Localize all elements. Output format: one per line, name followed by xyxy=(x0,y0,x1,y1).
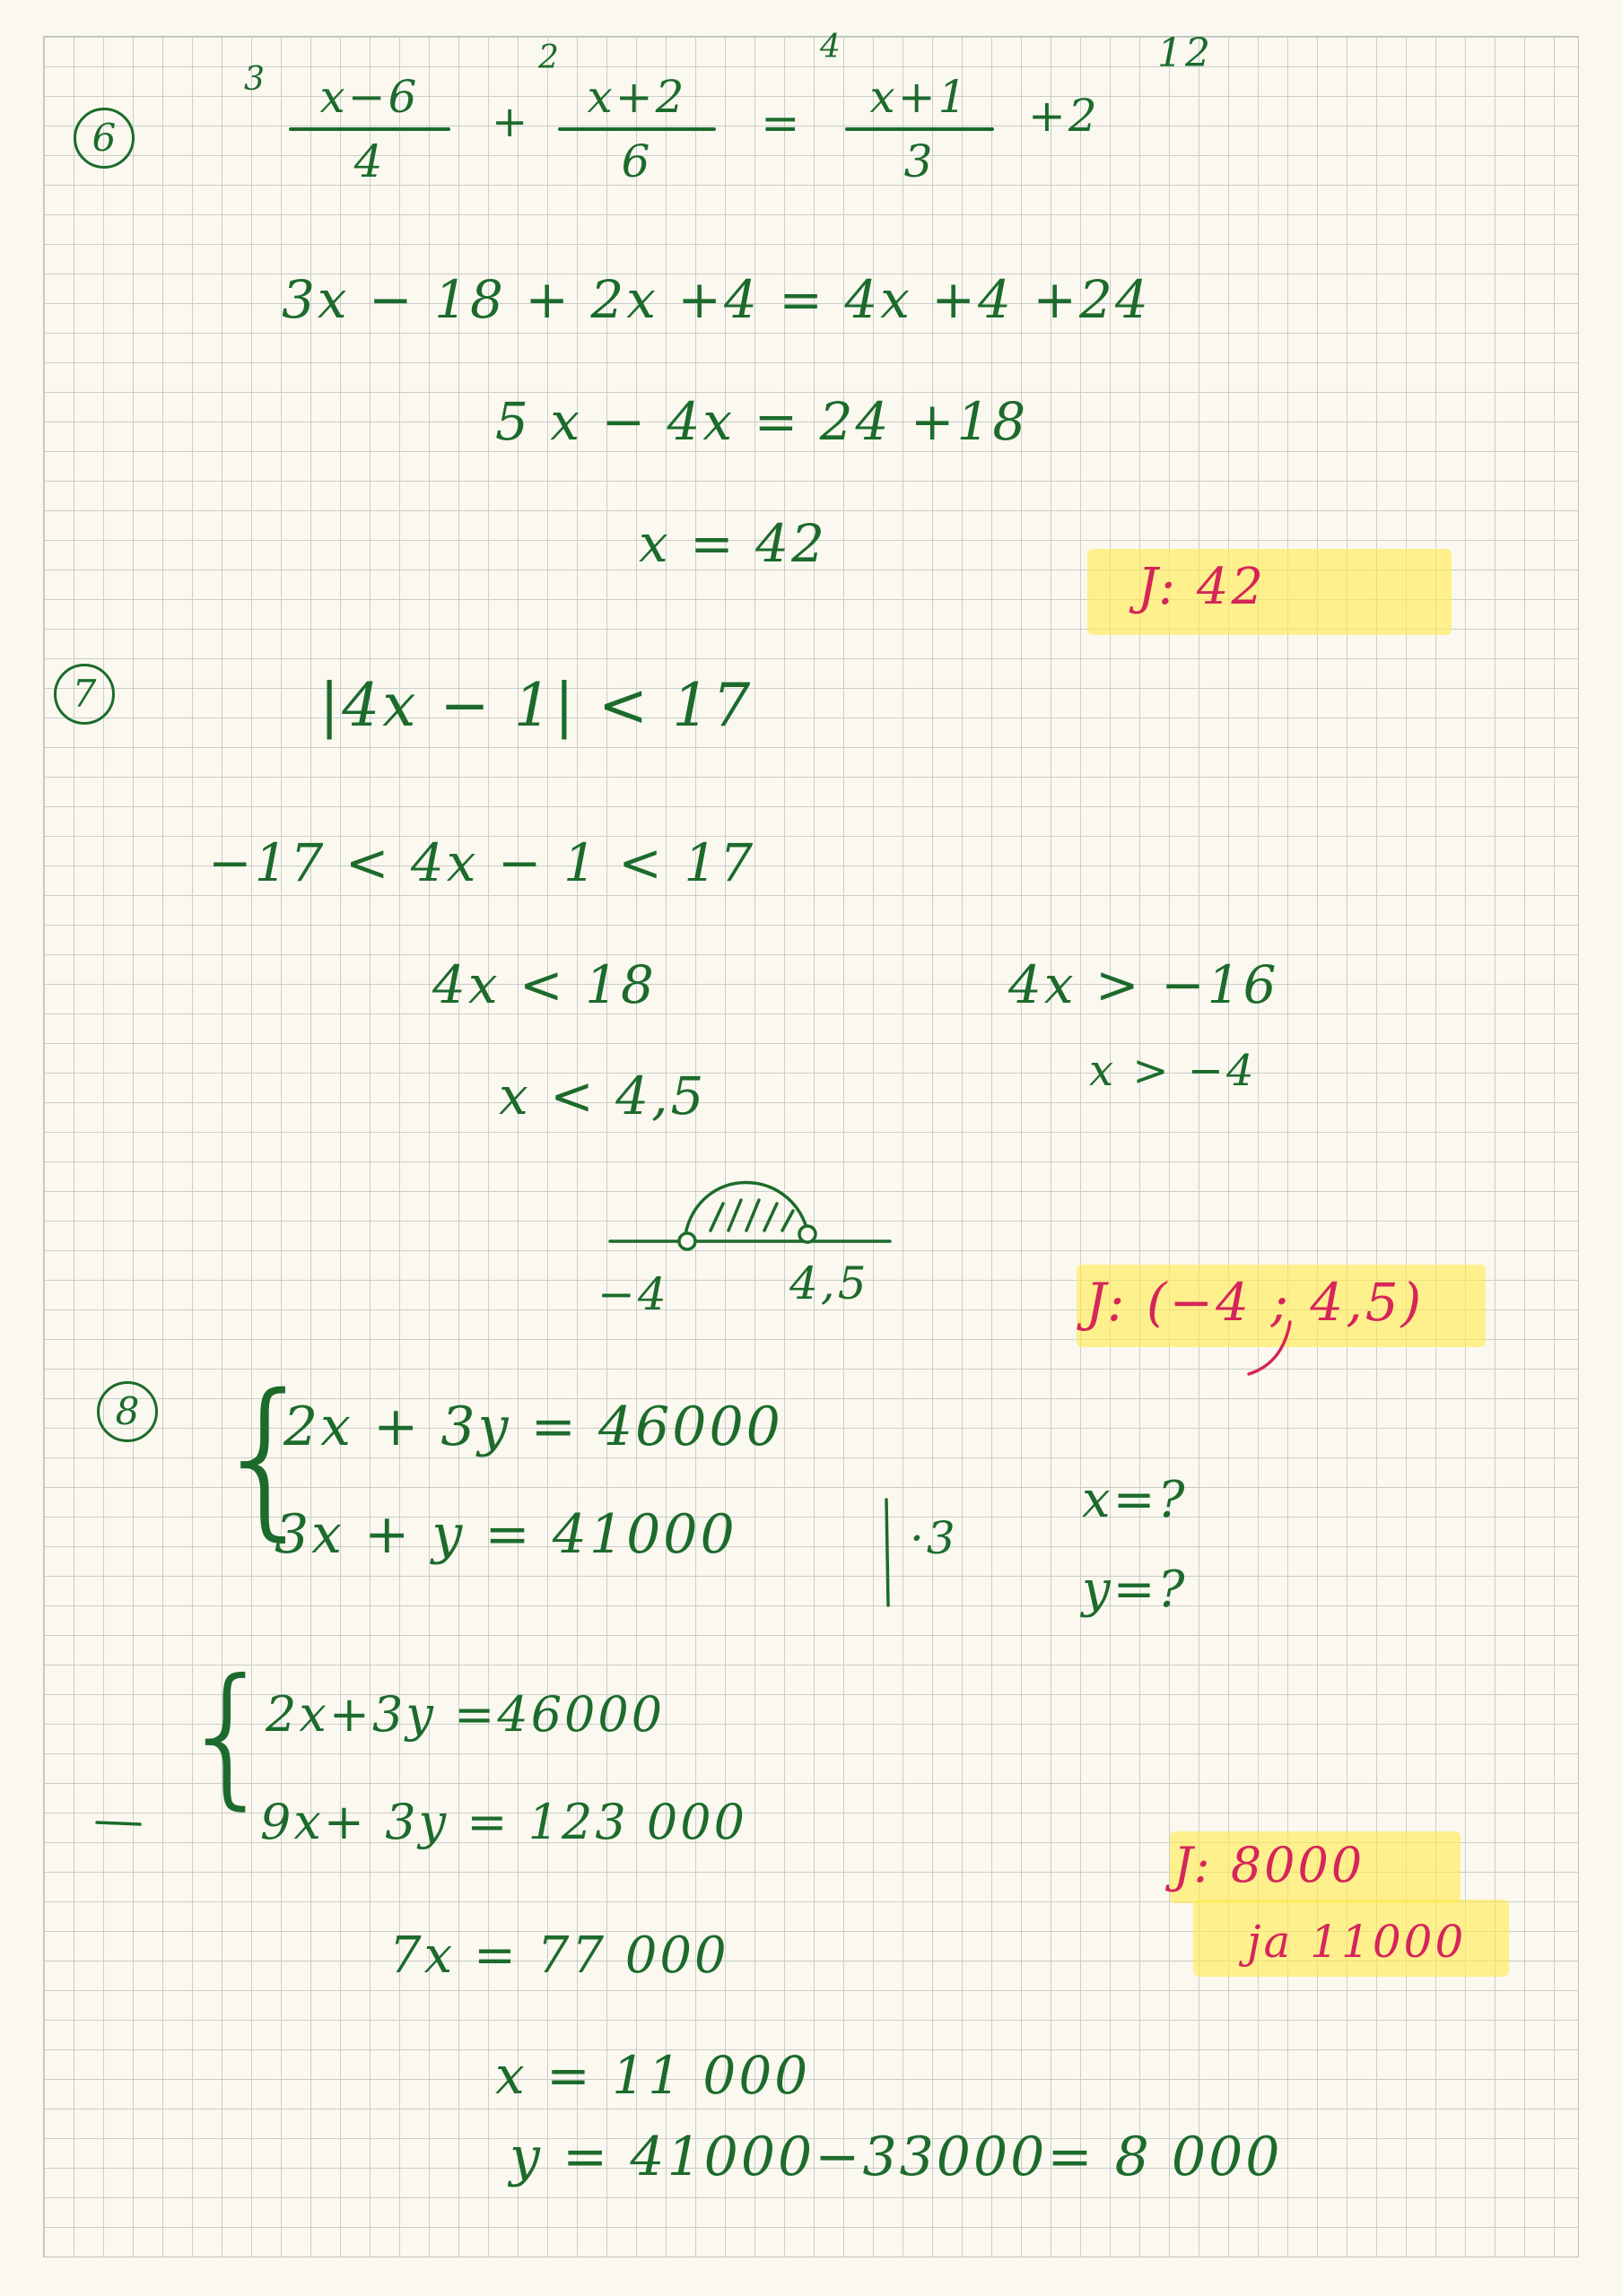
problem6-num3: x+1 xyxy=(869,71,970,123)
hatch xyxy=(764,1204,777,1231)
axis-label-left: −4 xyxy=(597,1268,669,1320)
problem8-answer-2: ja 11000 xyxy=(1247,1916,1467,1968)
problem8-eq1: 2x + 3y = 46000 xyxy=(283,1396,783,1458)
problem6-lcm: 12 xyxy=(1157,30,1213,76)
axis-label-right: 4,5 xyxy=(789,1257,869,1309)
problem6-mult1: 3 xyxy=(244,61,265,98)
multiply-bar xyxy=(886,1500,888,1605)
problem6-step3: x = 42 xyxy=(639,513,827,574)
system-brace-2: { xyxy=(179,1647,277,1824)
problem8-eq3: 2x+3y =46000 xyxy=(266,1686,666,1743)
problem6-answer: J: 42 xyxy=(1138,558,1267,616)
problem6-den3: 3 xyxy=(903,135,936,187)
problem6-num2: x+2 xyxy=(587,71,687,123)
problem7-number: 7 xyxy=(54,664,115,725)
problem8-ask-y: y=? xyxy=(1082,1561,1188,1619)
problem6-mult2: 2 xyxy=(538,39,559,76)
problem8-step2: x = 11 000 xyxy=(495,2045,811,2106)
problem7-answer: J: (−4 ; 4,5) xyxy=(1086,1272,1425,1333)
open-point-left xyxy=(679,1233,695,1249)
problem6-den1: 4 xyxy=(353,135,386,187)
open-point-right xyxy=(799,1226,815,1242)
problem6-mult3: 4 xyxy=(820,29,841,65)
problem8-eq4: 9x+ 3y = 123 000 xyxy=(260,1794,747,1850)
system-brace-1: { xyxy=(212,1358,320,1556)
problem8-step1: 7x = 77 000 xyxy=(389,1926,729,1985)
problem6-plus: + xyxy=(492,97,531,147)
problem7-left2: x < 4,5 xyxy=(499,1065,707,1126)
hatch xyxy=(782,1211,793,1231)
problem7-right1: 4x > −16 xyxy=(1008,954,1279,1015)
problem7-left1: 4x < 18 xyxy=(432,954,657,1015)
interval-arc xyxy=(685,1182,807,1234)
problem8-step3: y = 41000−33000= 8 000 xyxy=(510,2126,1283,2188)
problem8-mult-note: ·3 xyxy=(910,1512,958,1564)
problem6-den2: 6 xyxy=(621,135,653,187)
hatch xyxy=(728,1200,741,1231)
problem6-number: 6 xyxy=(74,108,135,169)
hatch xyxy=(746,1200,759,1231)
problem8-eq2: 3x + y = 41000 xyxy=(275,1503,737,1566)
problem7-double: −17 < 4x − 1 < 17 xyxy=(208,832,756,893)
problem7-right2: x > −4 xyxy=(1089,1046,1257,1096)
problem6-num1: x−6 xyxy=(319,71,420,123)
problem8-answer-1: J: 8000 xyxy=(1173,1837,1365,1893)
problem6-equals: = xyxy=(761,97,803,151)
problem8-ask-x: x=? xyxy=(1082,1471,1188,1529)
hatch xyxy=(711,1204,723,1231)
minus-sign xyxy=(97,1822,140,1824)
problem8-number: 8 xyxy=(97,1381,158,1442)
problem6-step2: 5 x − 4x = 24 +18 xyxy=(495,391,1029,452)
problem6-step1: 3x − 18 + 2x +4 = 4x +4 +24 xyxy=(282,269,1151,330)
problem7-inequality: |4x − 1| < 17 xyxy=(319,671,754,740)
problem6-tail: +2 xyxy=(1028,90,1100,142)
